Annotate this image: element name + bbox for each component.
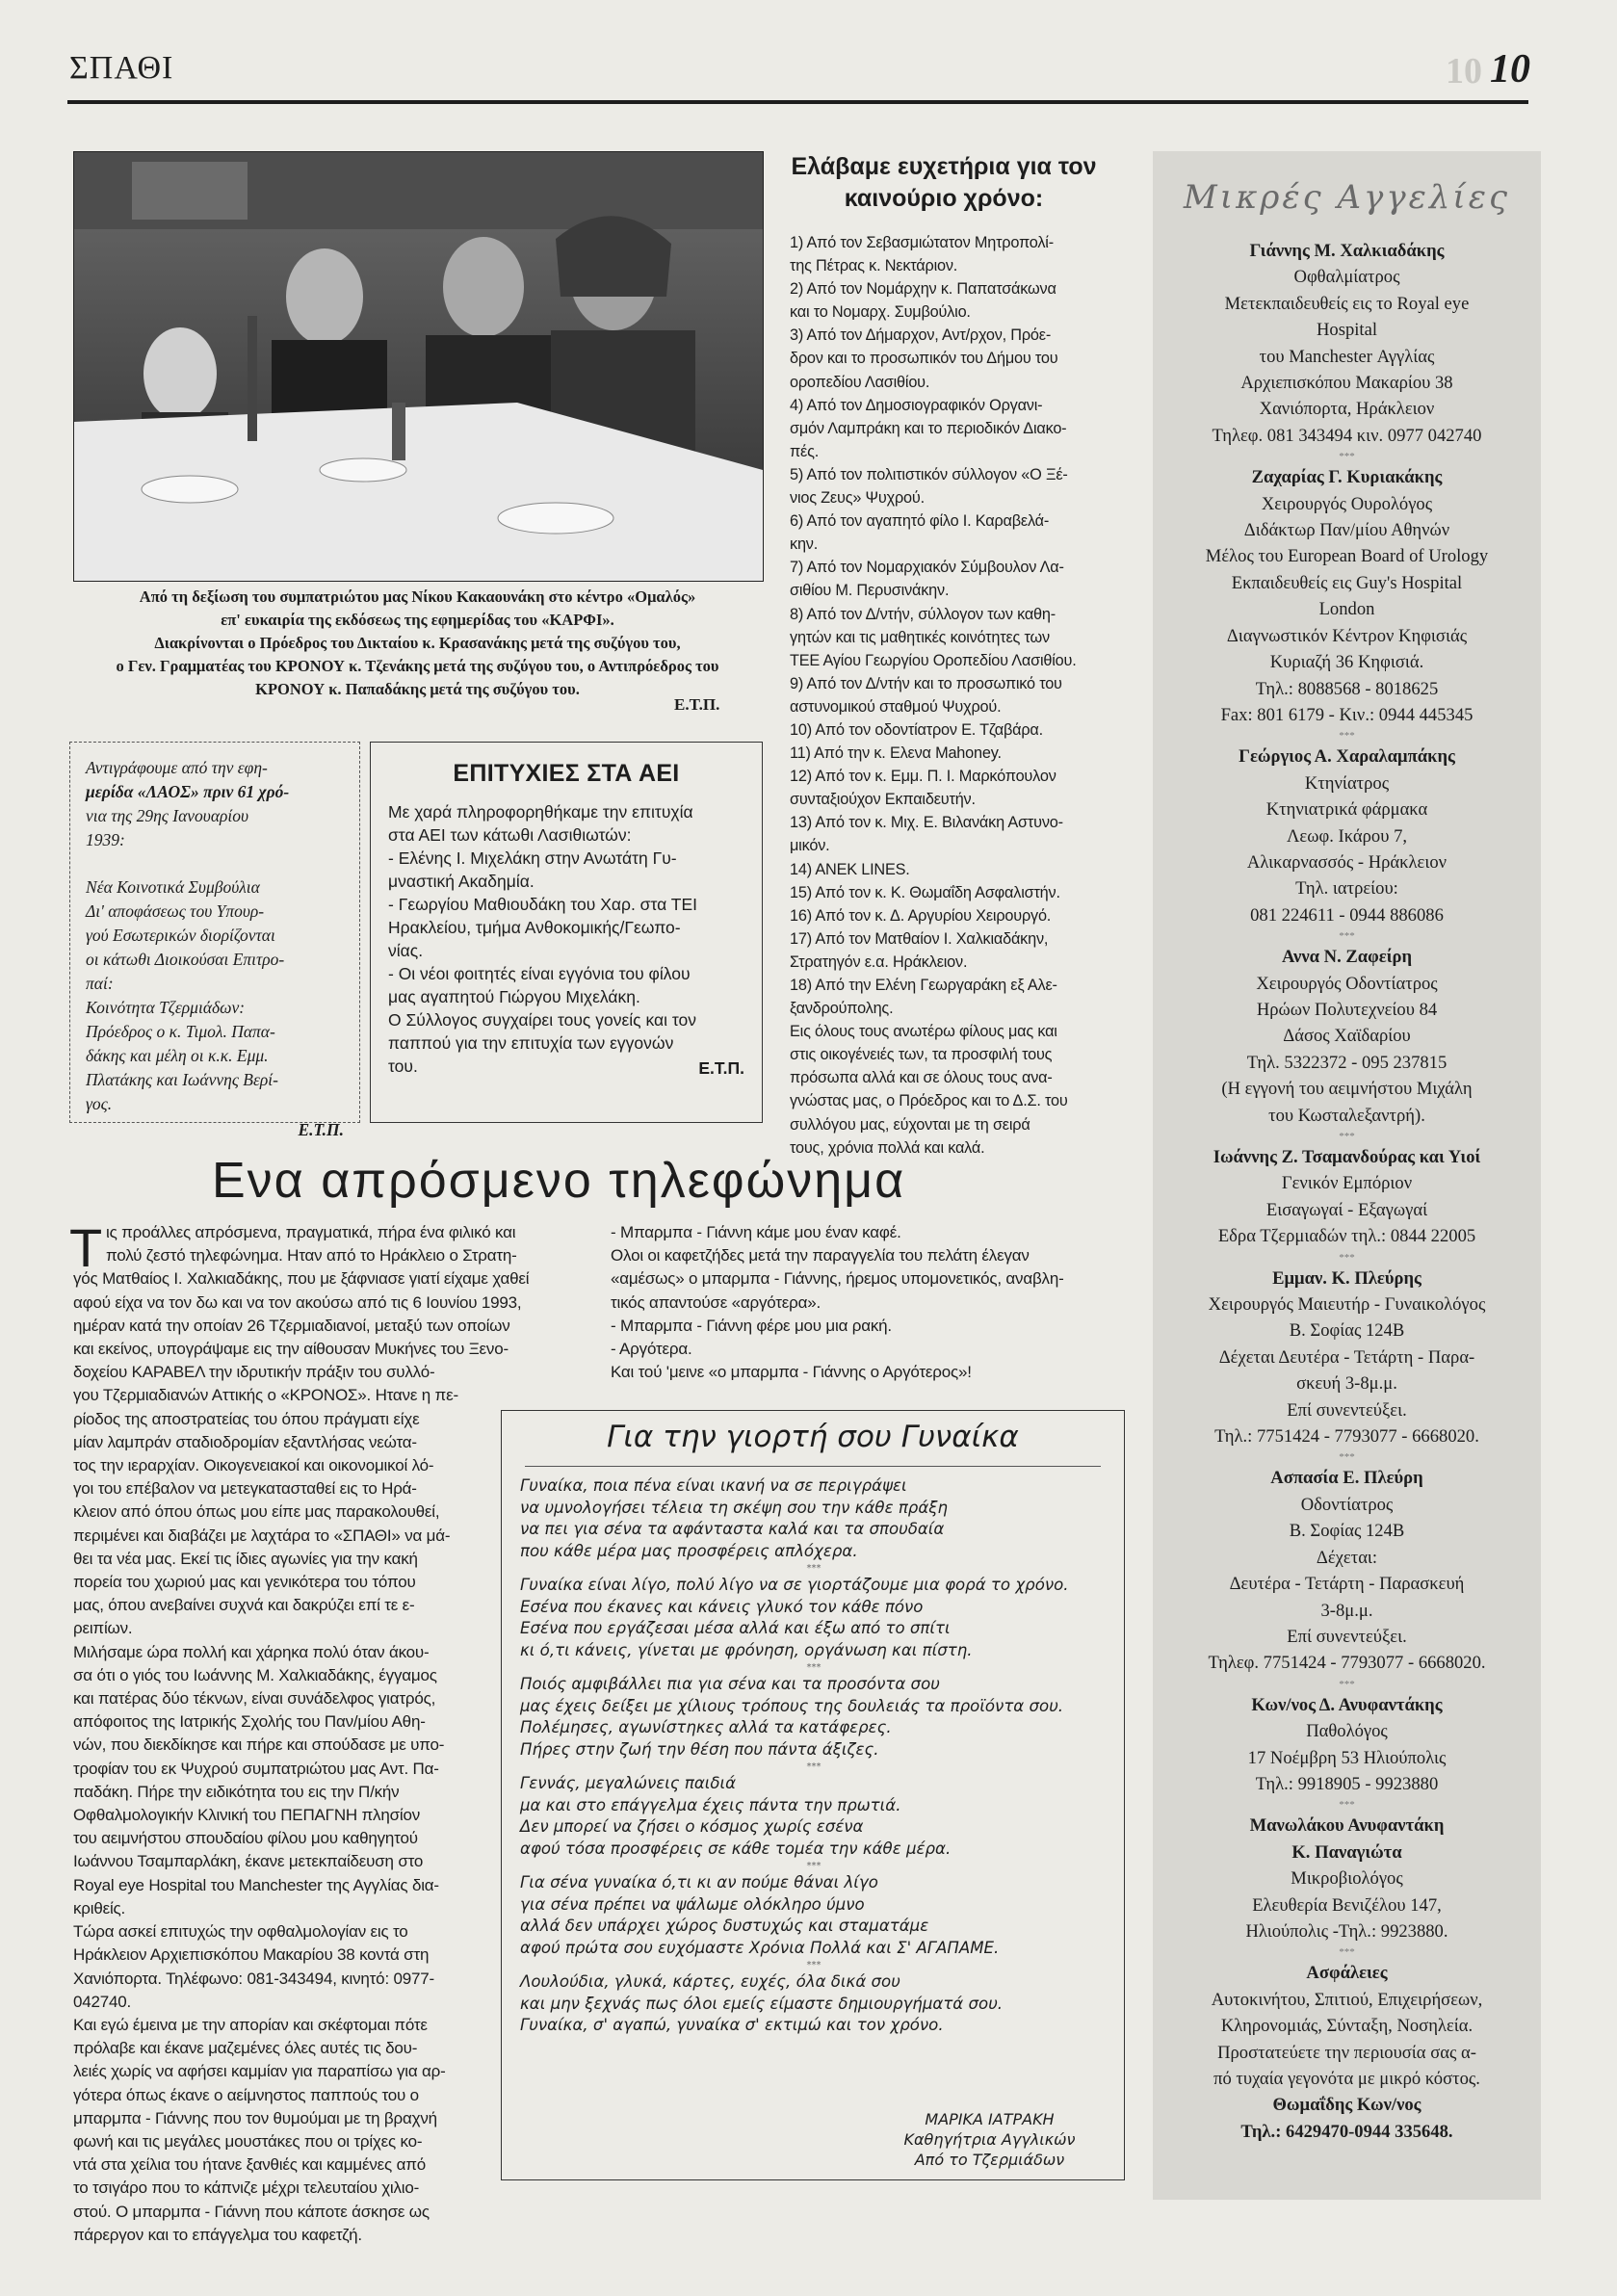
classifieds-title: Μικρές Αγγελίες bbox=[1183, 178, 1511, 217]
classified-separator: *** bbox=[1339, 1131, 1355, 1142]
wish-line: 2) Από τον Νομάρχην κ. Παπατσάκωνα bbox=[790, 280, 1056, 299]
classified-line: Οφθαλμίατρος bbox=[1293, 267, 1400, 288]
article-line: στού. Ο μπαρμπα - Γιάννη που κάποτε άσκησε ως bbox=[73, 2202, 430, 2221]
poem-line: Για σένα γυναίκα ό,τι κι αν πούμε θάναι λίγο bbox=[520, 1873, 878, 1892]
poem-line: Δεν μπορεί να ζήσει ο κόσμος χωρίς εσένα bbox=[520, 1817, 864, 1836]
article-line: απόφοιτος της Ιατρικής Σχολής του Παν/μίου Αθη- bbox=[73, 1712, 426, 1732]
laos-line: γού Εσωτερικών διορίζονται bbox=[86, 926, 275, 945]
article-line: το τσιγάρο που το κάπνιζε μέχρι τελευταίου χιλιο- bbox=[73, 2179, 420, 2198]
article-line: μας, όπου ανεβαίνει συχνά και δακρύζει επί τε ε- bbox=[73, 1596, 415, 1615]
wish-line: 3) Από τον Δήμαρχον, Αντ/ρχον, Πρόε- bbox=[790, 326, 1052, 345]
article-body-right bbox=[611, 1221, 1131, 1384]
article-line: ρίοδος της αποστρατείας του όπου πράγματι είχε bbox=[73, 1409, 420, 1428]
wish-line: 13) Από τον κ. Μιχ. Ε. Βιλανάκη Αστυνο- bbox=[790, 814, 1063, 832]
aei-success-box bbox=[370, 742, 763, 1123]
aei-line: νίας. bbox=[388, 941, 424, 960]
wish-line: συλλόγου μας, εύχονται με τη σειρά bbox=[790, 1115, 1030, 1134]
article-line: Και εγώ έμεινα με την απορίαν και σκέφτομαι πότε bbox=[73, 2015, 428, 2034]
wish-line: ξανδρούπολης. bbox=[790, 1000, 894, 1018]
caption-line: Διακρίνονται ο Πρόεδρος του Δικταίου κ. Κρασανάκης μετά της συζύγου του, bbox=[154, 634, 681, 652]
page-number-ghost: 10 bbox=[1446, 51, 1482, 91]
classified-separator: *** bbox=[1339, 1678, 1355, 1690]
classified-name: Μανωλάκου Ανυφαντάκη bbox=[1249, 1815, 1445, 1837]
classified-line: Τηλεφ. 081 343494 κιν. 0977 042740 bbox=[1212, 425, 1482, 446]
laos-intro bbox=[86, 756, 344, 852]
laos-line: Πρόεδρος ο κ. Τιμολ. Παπα- bbox=[86, 1022, 275, 1041]
classified-separator: *** bbox=[1339, 730, 1355, 743]
article-line: φωνή και τις μεγάλες μουστάκες που οι τρίχες κο- bbox=[73, 2131, 423, 2151]
wish-line: αστυνομικού σταθμού Ψυχρού. bbox=[790, 697, 1002, 716]
article-line: πορεία του χωριού μας και γενικότερα του τόπου bbox=[73, 1573, 416, 1592]
wish-line: σμόν Λαμπράκη και το περιοδικόν Διακο- bbox=[790, 419, 1067, 437]
wish-line: οροπεδίου Λασιθίου. bbox=[790, 373, 930, 391]
classified-line: Χειρουργός Μαιευτήρ - Γυναικολόγος bbox=[1208, 1294, 1486, 1316]
poem-signature-line: ΜΑΡΙΚΑ ΙΑΤΡΑΚΗ bbox=[925, 2110, 1055, 2128]
laos-signature: Ε.Τ.Π. bbox=[298, 1120, 344, 1139]
wish-line: 6) Από τον αγαπητό φίλο Ι. Καραβελά- bbox=[790, 512, 1050, 531]
article-line: δοχείου ΚΑΡΑΒΕΛ την ιδρυτικήν πράξιν του συλλό- bbox=[73, 1363, 435, 1382]
wish-line: ΤΕΕ Αγίου Γεωργίου Οροπεδίου Λασιθίου. bbox=[790, 651, 1077, 669]
classified-line: Εισαγωγαί - Εξαγωγαί bbox=[1265, 1199, 1428, 1220]
laos-intro-line: Αντιγράφουμε από την εφη- bbox=[86, 758, 268, 777]
classified-line: Ηρώων Πολυτεχνείου 84 bbox=[1256, 999, 1438, 1020]
article-headline: Ενα απρόσμενο τηλεφώνημα bbox=[212, 1153, 906, 1209]
page-number: 10 bbox=[1490, 47, 1530, 91]
laos-line: Νέα Κοινοτικά Συμβούλια bbox=[86, 877, 260, 897]
laos-line: οι κάτωθι Διοικούσαι Επιτρο- bbox=[86, 950, 285, 969]
article-line: Royal eye Hospital του Manchester της Αγγλίας δια- bbox=[73, 1875, 439, 1894]
poem-signature-line: Από το Τζερμιάδων bbox=[914, 2151, 1065, 2169]
classified-line: Τηλ. 5322372 - 095 237815 bbox=[1246, 1052, 1447, 1073]
classified-line: Κτηνιατρικά φάρμακα bbox=[1265, 799, 1428, 821]
classified-separator: *** bbox=[1339, 1799, 1355, 1812]
classified-line: Μέλος του European Board of Urology bbox=[1205, 546, 1489, 567]
article-line: Ιωάννου Τσαμπαρλάκη, έκανε μετεκπαίδευση στο bbox=[73, 1852, 424, 1871]
classified-line: Χειρουργός Οδοντίατρος bbox=[1256, 973, 1438, 994]
classified-name: Τηλ.: 6429470-0944 335648. bbox=[1240, 2121, 1453, 2142]
poem-line: Εσένα που έκανες και κάνεις γλυκό τον κάθε πόνο bbox=[520, 1597, 924, 1616]
laos-intro-line: νια της 29ης Ιανουαρίου bbox=[86, 806, 249, 825]
wish-line: γνώστας μας, ο Πρόεδρος και το Δ.Σ. του bbox=[790, 1092, 1068, 1110]
article-line: «αμέσως» ο μπαρμπα - Γιάννης, ήρεμος υπομονετικός, αναβλη- bbox=[611, 1269, 1064, 1289]
laos-body bbox=[86, 875, 344, 1116]
wish-line: 4) Από τον Δημοσιογραφικόν Οργανι- bbox=[790, 396, 1043, 414]
classified-line: Λεωφ. Ικάρου 7, bbox=[1286, 825, 1408, 847]
classified-name: Ασφάλειες bbox=[1306, 1963, 1388, 1984]
event-photo-image bbox=[74, 152, 763, 581]
poem-line: Λουλούδια, γλυκά, κάρτες, ευχές, όλα δικά σου bbox=[520, 1972, 900, 1991]
article-line: γοι του επέβαλον να μετεγκατασταθεί εις το Ηρά- bbox=[73, 1479, 417, 1499]
article-line: ρειπίων. bbox=[73, 1619, 133, 1638]
article-line: Ολοι οι καφετζήδες μετά την παραγγελία του πελάτη έλεγαν bbox=[611, 1246, 1030, 1265]
classified-line: Αυτοκινήτου, Σπιτιού, Επιχειρήσεων, bbox=[1211, 1989, 1483, 2010]
poem-separator: *** bbox=[806, 1960, 822, 1970]
classified-line: Μικροβιολόγος bbox=[1291, 1868, 1403, 1890]
article-line: - Αργότερα. bbox=[611, 1340, 692, 1359]
poem-line: και μην ξεχνάς πως όλοι εμείς είμαστε δημιουργήματά σου. bbox=[520, 1994, 1004, 2013]
classified-line: Παθολόγος bbox=[1306, 1721, 1388, 1742]
wish-line: 5) Από τον πολιτιστικόν σύλλογον «Ο Ξέ- bbox=[790, 465, 1068, 483]
article-line: Μιλήσαμε ώρα πολλή και χάρηκα πολύ όταν άκου- bbox=[73, 1642, 430, 1661]
poem-line: Πολέμησες, αγωνίστηκες αλλά τα κατάφερες. bbox=[520, 1718, 892, 1736]
poem-separator: *** bbox=[806, 1861, 822, 1871]
article-line: τος την ιεραρχίαν. Οικογενειακοί και οικονομικοί λό- bbox=[73, 1456, 434, 1475]
poem-signature-line: Καθηγήτρια Αγγλικών bbox=[903, 2130, 1076, 2149]
classified-separator: *** bbox=[1339, 1451, 1355, 1464]
classified-line: 17 Νοέμβρη 53 Ηλιούπολις bbox=[1247, 1747, 1447, 1768]
wish-line: γητών και τις μαθητικές κοινότητες των bbox=[790, 628, 1050, 646]
poem-line: να υμνολογήσει τέλεια τη σκέψη σου την κάθε πράξη bbox=[520, 1498, 949, 1517]
poem-line: αφού τόσα προσφέρεις σε κάθε τομέα την κάθε μέρα. bbox=[520, 1839, 952, 1858]
wish-line: Στρατηγόν ε.α. Ηράκλειον. bbox=[790, 952, 968, 971]
classified-name: Γεώργιος Α. Χαραλαμπάκης bbox=[1239, 746, 1455, 768]
wishes-title-line: Ελάβαμε ευχετήρια για τον bbox=[791, 153, 1097, 180]
poem-body bbox=[520, 1475, 1108, 2037]
article-line: κριθείς. bbox=[73, 1898, 126, 1918]
classified-line: Επί συνεντεύξει. bbox=[1287, 1399, 1407, 1421]
classified-line: London bbox=[1318, 599, 1375, 620]
classified-line: Τηλ.: 7751424 - 7793077 - 6668020. bbox=[1214, 1426, 1479, 1448]
classified-line: Χανιόπορτα, Ηράκλειον bbox=[1259, 399, 1435, 420]
wish-line: 10) Από τον οδοντίατρον Ε. Τζαβάρα. bbox=[790, 720, 1043, 739]
classified-line: Δέχεται Δευτέρα - Τετάρτη - Παρα- bbox=[1218, 1346, 1475, 1368]
article-line: Τώρα ασκεί επιτυχώς την οφθαλμολογίαν εις το bbox=[73, 1922, 408, 1942]
poem-line: Ποιός αμφιβάλλει πια για σένα και τα προσόντα σου bbox=[520, 1675, 940, 1693]
poem-line: κι ό,τι κάνεις, γίνεται με φρόνηση, οργάνωση και πίστη. bbox=[520, 1640, 973, 1659]
classified-name: Ιωάννης Ζ. Τσαμανδούρας και Υιοί bbox=[1213, 1147, 1481, 1167]
classified-line: Οδοντίατρος bbox=[1300, 1494, 1394, 1515]
article-line: γου Τζερμιαδιανών Αττικής ο «ΚΡΟΝΟΣ». Ητανε η πε- bbox=[73, 1386, 458, 1405]
article-line: παδάκη. Πήρε την ειδικότητα του εις την Π/κήν bbox=[73, 1782, 400, 1801]
classified-line: Επί συνεντεύξει. bbox=[1287, 1626, 1407, 1647]
aei-line: στα ΑΕΙ των κάτωθι Λασιθιωτών: bbox=[388, 825, 632, 845]
classified-line: 081 224611 - 0944 886086 bbox=[1250, 904, 1444, 926]
wish-line: 15) Από τον κ. Κ. Θωμαΐδη Ασφαλιστήν. bbox=[790, 883, 1060, 901]
wish-line: δρον και το προσωπικόν του Δήμου του bbox=[790, 350, 1058, 368]
laos-line: Δι' αποφάσεως του Υπουρ- bbox=[86, 901, 265, 921]
poem-line: Εσένα που εργάζεσαι μέσα αλλά και έξω από το σπίτι bbox=[520, 1619, 951, 1637]
classified-name: Αννα Ν. Ζαφείρη bbox=[1281, 947, 1412, 968]
poem-line: Πήρες στην ζωή την θέση που πάντα άξιζες. bbox=[520, 1739, 879, 1759]
wishes-title bbox=[785, 151, 1103, 215]
aei-line: του. bbox=[388, 1057, 418, 1076]
poem-title-rule bbox=[525, 1466, 1101, 1467]
classified-line: Τηλ.: 9918905 - 9923880 bbox=[1255, 1773, 1439, 1794]
classified-line: Τηλ.: 8088568 - 8018625 bbox=[1255, 678, 1439, 699]
article-line: πρόλαβε και έκανε μαζεμένες όλες αυτές τις δου- bbox=[73, 2039, 418, 2058]
classified-name: Θωμαΐδης Κων/νος bbox=[1272, 2095, 1421, 2116]
aei-line: Ηρακλείου, τμήμα Ανθοκομικής/Γεωπο- bbox=[388, 918, 681, 937]
classified-separator: *** bbox=[1339, 930, 1355, 943]
classified-line: Εδρα Τζερμιαδών τηλ.: 0844 22005 bbox=[1217, 1226, 1476, 1247]
classified-line: Μετεκπαιδευθείς εις το Royal eye bbox=[1224, 293, 1470, 314]
wish-line: 16) Από τον κ. Δ. Αργυρίου Χειρουργό. bbox=[790, 906, 1052, 925]
classified-name: Ασπασία Ε. Πλεύρη bbox=[1270, 1468, 1423, 1489]
classified-separator: *** bbox=[1339, 1946, 1355, 1959]
wish-line: της Πέτρας κ. Νεκτάριον. bbox=[790, 257, 958, 275]
classified-line: Β. Σοφίας 124Β bbox=[1289, 1521, 1405, 1542]
poem-line: που κάθε μέρα μας προσφέρεις απλόχερα. bbox=[520, 1541, 858, 1560]
poem-separator: *** bbox=[806, 1662, 822, 1673]
classified-line: Εκπαιδευθείς εις Guy's Hospital bbox=[1231, 572, 1463, 593]
classifieds-list bbox=[1156, 238, 1538, 2145]
poem-line: Γυναίκα, ποια πένα είναι ικανή να σε περιγράψει bbox=[520, 1476, 907, 1495]
aei-title: ΕΠΙΤΥΧΙΕΣ ΣΤΑ ΑΕΙ bbox=[453, 760, 680, 787]
aei-line: - Γεωργίου Μαθιουδάκη του Χαρ. στα ΤΕΙ bbox=[388, 895, 698, 914]
classified-line: (Η εγγονή του αειμνήστου Μιχάλη bbox=[1221, 1079, 1473, 1100]
header-rule bbox=[67, 100, 1528, 104]
classified-separator: *** bbox=[1339, 451, 1355, 463]
poem-signature bbox=[886, 2109, 1093, 2170]
wish-line: 17) Από τον Ματθαίον Ι. Χαλκιαδάκην, bbox=[790, 929, 1049, 948]
article-line: τροφίαν του εκ Ψυχρού συμπατριώτου μας Αντ. Πα- bbox=[73, 1759, 439, 1778]
wishes-list bbox=[790, 231, 1108, 1160]
article-line: κλειον από όπου όπως μου είπε μας παρακολουθεί, bbox=[73, 1502, 440, 1522]
aei-line: μναστική Ακαδημία. bbox=[388, 872, 535, 891]
aei-line: Με χαρά πληροφορηθήκαμε την επιτυχία bbox=[388, 802, 693, 822]
poem-line: Γυναίκα είναι λίγο, πολύ λίγο να σε γιορτάζουμε μια φορά το χρόνο. bbox=[520, 1576, 1069, 1594]
laos-line: παί: bbox=[86, 974, 114, 993]
classified-separator: *** bbox=[1339, 1251, 1355, 1264]
article-line: Ηράκλειον Αρχιεπισκόπου Μακαρίου 38 κοντά στη bbox=[73, 1945, 430, 1965]
classified-line: 3-8μ.μ. bbox=[1320, 1600, 1373, 1621]
classified-line: του Manchester Αγγλίας bbox=[1259, 346, 1435, 367]
wish-line: πές. bbox=[790, 442, 820, 460]
wish-line: τους, χρόνια πολλά και καλά. bbox=[790, 1138, 985, 1157]
article-line: μπαρμπα - Γιάννης που τον θυμούμαι με τη βραχνή bbox=[73, 2108, 437, 2127]
classified-line: Δευτέρα - Τετάρτη - Παρασκευή bbox=[1229, 1574, 1465, 1595]
classified-line: Fax: 801 6179 - Κιν.: 0944 445345 bbox=[1220, 704, 1474, 725]
wish-line: 9) Από τον Δ/ντήν και το προσωπικό του bbox=[790, 674, 1062, 692]
classified-line: Διδάκτωρ Παν/μίου Αθηνών bbox=[1243, 520, 1450, 541]
wish-line: στις οικογένειές των, τα προσφιλή τους bbox=[790, 1046, 1053, 1064]
article-line: - Μπαρμπα - Γιάννη φέρε μου μια ρακή. bbox=[611, 1316, 892, 1335]
wish-line: 8) Από τον Δ/ντήν, σύλλογον των καθη- bbox=[790, 605, 1056, 623]
article-drop-cap: Τ bbox=[69, 1217, 103, 1278]
wish-line: 14) ANEK LINES. bbox=[790, 860, 910, 878]
event-photo bbox=[73, 151, 764, 582]
poem-line: αφού πρώτα σου ευχόμαστε Χρόνια Πολλά και Σ' ΑΓΑΠΑΜΕ. bbox=[520, 1938, 1000, 1957]
article-line: ημέραν κατά την οποίαν 26 Τζερμιαδιανοί, μεταξύ των οποίων bbox=[73, 1316, 510, 1335]
poem-title: Για την γιορτή σου Γυναίκα bbox=[607, 1420, 1019, 1454]
classified-name: Εμμαν. Κ. Πλεύρης bbox=[1272, 1267, 1421, 1289]
classified-line: Προστατεύετε την περιουσία σας α- bbox=[1217, 2042, 1476, 2063]
laos-intro-line: μερίδα «ΛΑΟΣ» πριν 61 χρό- bbox=[86, 782, 290, 801]
article-line: αφού είχα να τον δω και να τον ακούσω από τις 6 Ιουνίου 1993, bbox=[73, 1292, 522, 1312]
laos-line: γος. bbox=[86, 1094, 113, 1113]
article-line: γότερα όπως έκανε ο αείμνηστος παππούς του ο bbox=[73, 2085, 419, 2104]
classified-line: Ηλιούπολις -Τηλ.: 9923880. bbox=[1245, 1920, 1448, 1942]
wish-line: και το Νομαρχ. Συμβούλιο. bbox=[790, 303, 971, 322]
classified-line: Δέχεται: bbox=[1316, 1547, 1378, 1568]
classified-line: Αλικαρνασσός - Ηράκλειον bbox=[1246, 851, 1447, 873]
wish-line: νιος Ζευς» Ψυχρού. bbox=[790, 489, 925, 508]
aei-signature: Ε.Τ.Π. bbox=[698, 1058, 744, 1078]
poem-line: Γεννάς, μεγαλώνεις παιδιά bbox=[520, 1774, 737, 1792]
poem-line: για σένα πρέπει να ψάλωμε ολόκληρο ύμνο bbox=[520, 1894, 865, 1914]
caption-line: Από τη δεξίωση του συμπατριώτου μας Νίκου Κακαουνάκη στο κέντρο «Ομαλός» bbox=[139, 587, 696, 606]
article-line: Χανιόπορτα. Τηλέφωνο: 081-343494, κινητό: 0977- bbox=[73, 1969, 434, 1988]
article-line: γός Ματθαίος Ι. Χαλκιαδάκης, που με ξάφνιασε γιατί είχαμε χαθεί bbox=[73, 1269, 530, 1289]
wish-line: Εις όλους τους ανωτέρω φίλους μας και bbox=[790, 1023, 1057, 1041]
article-line: μίαν λαμπράν σταδιοδρομίαν εξαντλήσας νεώτα- bbox=[73, 1432, 417, 1451]
article-line: τικός απαντούσε «αργότερα». bbox=[611, 1292, 822, 1312]
wish-line: 12) Από τον κ. Εμμ. Π. Ι. Μαρκόπουλον bbox=[790, 768, 1056, 786]
wish-line: σιθίου Μ. Περυσινάκην. bbox=[790, 582, 950, 600]
article-line: νών, που διεκδίκησε και πήρε και σπούδασε με υπο- bbox=[73, 1735, 445, 1755]
caption-line: ο Γεν. Γραμματέας του ΚΡΟΝΟΥ κ. Τζενάκης μετά της συζύγου του, ο Αντιπρόεδρος του bbox=[116, 657, 719, 675]
article-line: και πατέρας δύο τέκνων, είναι συνάδελφος γιατρός, bbox=[73, 1689, 436, 1709]
wishes-title-line: καινούριο χρόνο: bbox=[844, 185, 1044, 212]
article-line: Και τού 'μεινε «ο μπαρμπα - Γιάννης ο Αργότερος»! bbox=[611, 1363, 972, 1382]
poem-separator: *** bbox=[806, 1563, 822, 1574]
classified-line: Β. Σοφίας 124Β bbox=[1289, 1320, 1405, 1342]
article-line: και εκείνος, υπογράψαμε εις την αίθουσαν Μυκήνες του Ξενο- bbox=[73, 1340, 509, 1359]
article-line: θει τα νέα μας. Εκεί τις ίδιες αγωνίες για την κακή bbox=[73, 1549, 418, 1568]
wish-line: 11) Από την κ. Ελενα Mahoney. bbox=[790, 744, 1002, 763]
poem-line: μας έχεις δείξει με χίλιους τρόπους της δουλειάς τα προϊόντα σου. bbox=[520, 1696, 1064, 1715]
aei-line: - Ελένης Ι. Μιχελάκη στην Ανωτάτη Γυ- bbox=[388, 848, 677, 868]
article-line: 042740. bbox=[73, 1992, 132, 2011]
classified-line: Χειρουργός Ουρολόγος bbox=[1261, 493, 1433, 514]
laos-intro-line: 1939: bbox=[86, 830, 125, 849]
classified-line: Διαγνωστικόν Κέντρον Κηφισιάς bbox=[1226, 625, 1468, 646]
classified-name: Κ. Παναγιώτα bbox=[1291, 1841, 1402, 1863]
wish-line: 7) Από τον Νομαρχιακόν Σύμβουλον Λα- bbox=[790, 559, 1064, 577]
classified-line: πό τυχαία γεγονότα με μικρό κόστος. bbox=[1213, 2069, 1480, 2089]
article-line: σα ότι ο γιός του Ιωάννης Μ. Χαλκιαδάκης, έγγαμος bbox=[73, 1665, 437, 1684]
classified-line: Δάσος Χαϊδαρίου bbox=[1283, 1026, 1411, 1047]
classified-line: Ελευθερία Βενιζέλου 147, bbox=[1252, 1894, 1442, 1916]
poem-line: Γυναίκα, σ' αγαπώ, γυναίκα σ' εκτιμώ και τον χρόνο. bbox=[520, 2016, 944, 2034]
article-line: ις προάλλες απρόσμενα, πραγματικά, πήρα ένα φιλικό και bbox=[106, 1223, 516, 1241]
article-line: περιμένει και διαβάζει με λαχτάρα το «ΣΠΑΘΙ» να μά- bbox=[73, 1526, 451, 1545]
wish-line: συνταξιούχον Εκπαιδευτήν. bbox=[790, 791, 976, 809]
classified-line: Κτηνίατρος bbox=[1304, 772, 1390, 794]
classified-line: Γενικόν Εμπόριον bbox=[1281, 1173, 1413, 1194]
classified-name: Γιάννης Μ. Χαλκιαδάκης bbox=[1249, 241, 1445, 261]
poem-separator: *** bbox=[806, 1761, 822, 1772]
caption-line: επ' ευκαιρία της εκδόσεως της εφημερίδας του «ΚΑΡΦΙ». bbox=[221, 611, 614, 629]
poem-line: μα και στο επάγγελμα έχεις πάντα την πρωτιά. bbox=[520, 1795, 901, 1814]
classified-line: του Κωσταλεξαντρή). bbox=[1268, 1105, 1425, 1126]
laos-line: Πλατάκης και Ιωάννης Βερί- bbox=[86, 1070, 278, 1089]
classified-line: Τηλεφ. 7751424 - 7793077 - 6668020. bbox=[1208, 1653, 1486, 1674]
article-line: του αειμνήστου σπουδαίου φίλου μου καθηγητού bbox=[73, 1829, 418, 1848]
caption-line: ΚΡΟΝΟΥ κ. Παπαδάκης μετά της συζύγου του. bbox=[255, 680, 580, 698]
aei-line: μας αγαπητού Γιώργου Μιχελάκη. bbox=[388, 987, 640, 1006]
classified-line: Αρχιεπισκόπου Μακαρίου 38 bbox=[1240, 373, 1453, 394]
classified-name: Ζαχαρίας Γ. Κυριακάκης bbox=[1251, 467, 1443, 488]
classified-name: Κων/νος Δ. Ανυφαντάκης bbox=[1251, 1694, 1443, 1715]
poem-line: να πει για σένα τα αφάνταστα καλά και τα σπουδαία bbox=[520, 1520, 945, 1538]
laos-line: Κοινότητα Τζερμιάδων: bbox=[86, 998, 246, 1017]
laos-reprint-box bbox=[69, 742, 360, 1139]
article-line: - Μπαρμπα - Γιάννη κάμε μου έναν καφέ. bbox=[611, 1223, 901, 1241]
classified-line: σκευή 3-8μ.μ. bbox=[1296, 1373, 1397, 1395]
wish-line: 18) Από την Ελένη Γεωργαράκη εξ Αλε- bbox=[790, 977, 1057, 994]
article-line: Οφθαλμολογικήν Κλινική του ΠΕΠΑΓΝΗ πλησίον bbox=[73, 1806, 421, 1825]
classified-line: Κληρονομιάς, Σύνταξη, Νοσηλεία. bbox=[1220, 2016, 1474, 2037]
photo-caption bbox=[73, 586, 762, 701]
article-line: πολύ ζεστό τηλεφώνημα. Ηταν από το Ηράκλειο ο Στρατη- bbox=[106, 1246, 517, 1265]
newspaper-name: ΣΠΑΘΙ bbox=[69, 50, 174, 86]
aei-line: παππού για την επιτυχία των εγγονών bbox=[388, 1033, 674, 1053]
article-line: λειές χωρίς να αφήσει καμμίαν για παραπίσω για αρ- bbox=[73, 2062, 446, 2081]
classified-line: Hospital bbox=[1316, 320, 1377, 341]
wish-line: μικόν. bbox=[790, 837, 830, 855]
classified-line: Κυριαζή 36 Κηφισιά. bbox=[1269, 652, 1424, 673]
classified-line: Τηλ. ιατρείου: bbox=[1295, 878, 1398, 900]
aei-line: - Οι νέοι φοιτητές είναι εγγόνια του φίλου bbox=[388, 964, 691, 983]
article-line: πάρεργον και το επάγγελμα του καφετζή. bbox=[73, 2225, 362, 2244]
poem-line: αλλά δεν υπάρχει χώρος δυστυχώς και σταματάμε bbox=[520, 1917, 929, 1935]
wish-line: πρόσωπα αλλά και σε όλους τους ανα- bbox=[790, 1069, 1053, 1087]
aei-line: Ο Σύλλογος συγχαίρει τους γονείς και τον bbox=[388, 1010, 696, 1030]
caption-signature: Ε.Τ.Π. bbox=[674, 695, 720, 714]
wish-line: 1) Από τον Σεβασμιώτατον Μητροπολί- bbox=[790, 234, 1054, 251]
wish-line: κην. bbox=[790, 535, 819, 554]
article-line: ντά στα χείλια του ήτανε ξανθιές και καμμένες από bbox=[73, 2155, 426, 2175]
laos-line: δάκης και μέλη οι κ.κ. Εμμ. bbox=[86, 1046, 269, 1065]
